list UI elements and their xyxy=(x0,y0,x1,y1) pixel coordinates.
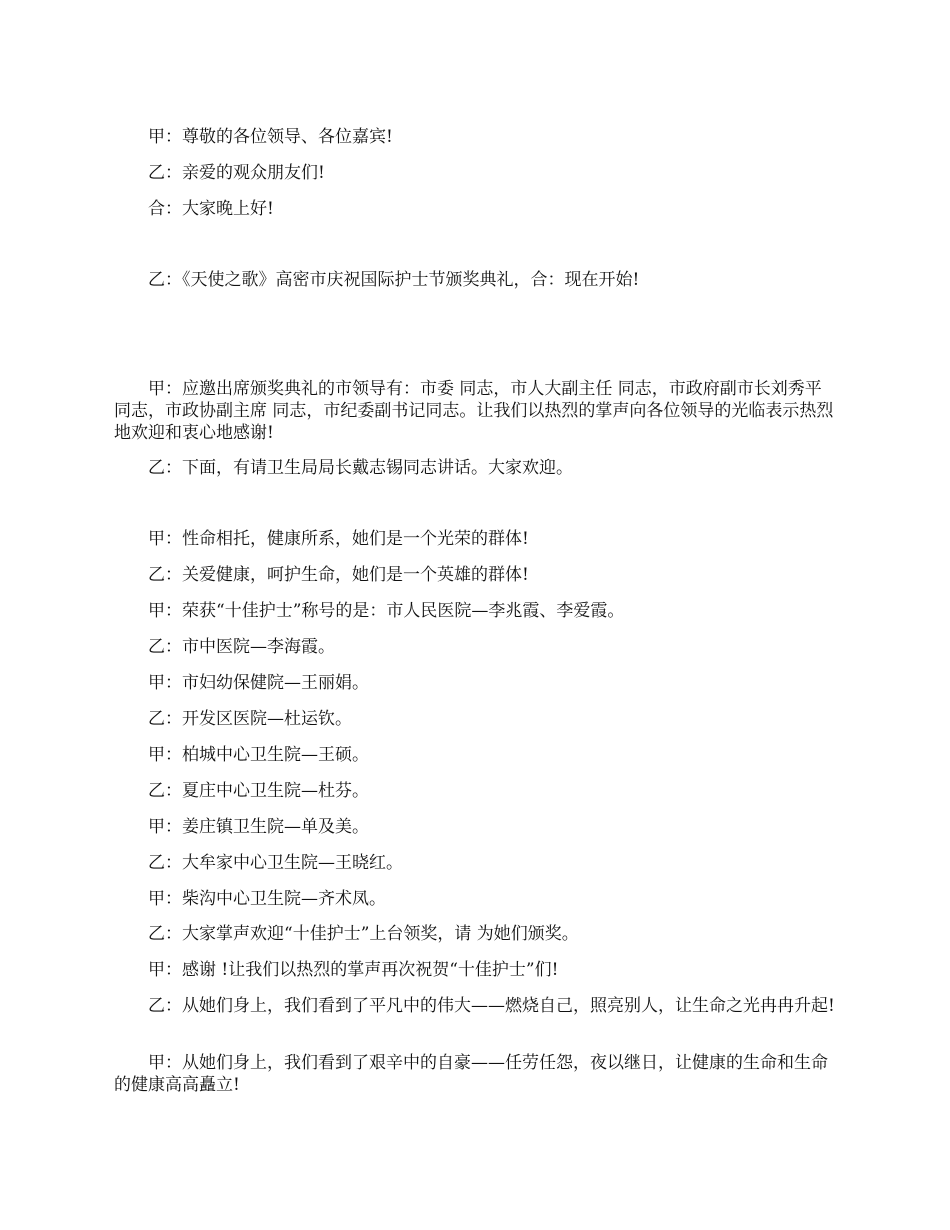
paragraph: 乙：下面，有请卫生局局长戴志锡同志讲话。大家欢迎。 xyxy=(148,458,573,478)
paragraph: 乙：开发区医院—杜运钦。 xyxy=(148,709,352,729)
paragraph: 乙：关爱健康，呵护生命，她们是一个英雄的群体! xyxy=(148,565,529,585)
paragraph: 甲：姜庄镇卫生院—单及美。 xyxy=(148,817,369,837)
paragraph: 乙：大家掌声欢迎“十佳护士”上台领奖，请 为她们颁奖。 xyxy=(148,924,579,944)
paragraph: 合：大家晚上好! xyxy=(148,199,274,219)
paragraph: 甲：荣获“十佳护士”称号的是：市人民医院—李兆霞、李爱霞。 xyxy=(148,601,625,621)
paragraph: 甲：柴沟中心卫生院—齐术凤。 xyxy=(148,889,386,909)
paragraph: 甲：柏城中心卫生院—王硕。 xyxy=(148,745,369,765)
paragraph: 乙：从她们身上，我们看到了平凡中的伟大——燃烧自己，照亮别人，让生命之光冉冉升起! xyxy=(148,996,835,1016)
paragraph: 甲：应邀出席颁奖典礼的市领导有：市委 同志，市人大副主任 同志，市政府副市长刘秀平同志，市政协副主席 同志，市纪委副书记同志。让我们以热烈的掌声向各位领导的光临表示热烈地欢迎和衷心地感谢! xyxy=(114,379,834,443)
paragraph: 甲：市妇幼保健院—王丽娟。 xyxy=(148,673,369,693)
paragraph: 乙：《天使之歌》高密市庆祝国际护士节颁奖典礼，合：现在开始! xyxy=(148,270,640,290)
paragraph: 甲：感谢 !让我们以热烈的掌声再次祝贺“十佳护士”们! xyxy=(148,960,559,980)
paragraph: 甲：尊敬的各位领导、各位嘉宾! xyxy=(148,127,393,147)
paragraph: 甲：性命相托，健康所系，她们是一个光荣的群体! xyxy=(148,529,529,549)
paragraph: 甲：从她们身上，我们看到了艰辛中的自豪——任劳任怨，夜以继日，让健康的生命和生命的健康高高矗立! xyxy=(114,1053,828,1095)
paragraph: 乙：亲爱的观众朋友们! xyxy=(148,163,325,183)
paragraph: 乙：市中医院—李海霞。 xyxy=(148,637,335,657)
paragraph: 乙：夏庄中心卫生院—杜芬。 xyxy=(148,781,369,801)
paragraph: 乙：大牟家中心卫生院—王晓红。 xyxy=(148,853,403,873)
